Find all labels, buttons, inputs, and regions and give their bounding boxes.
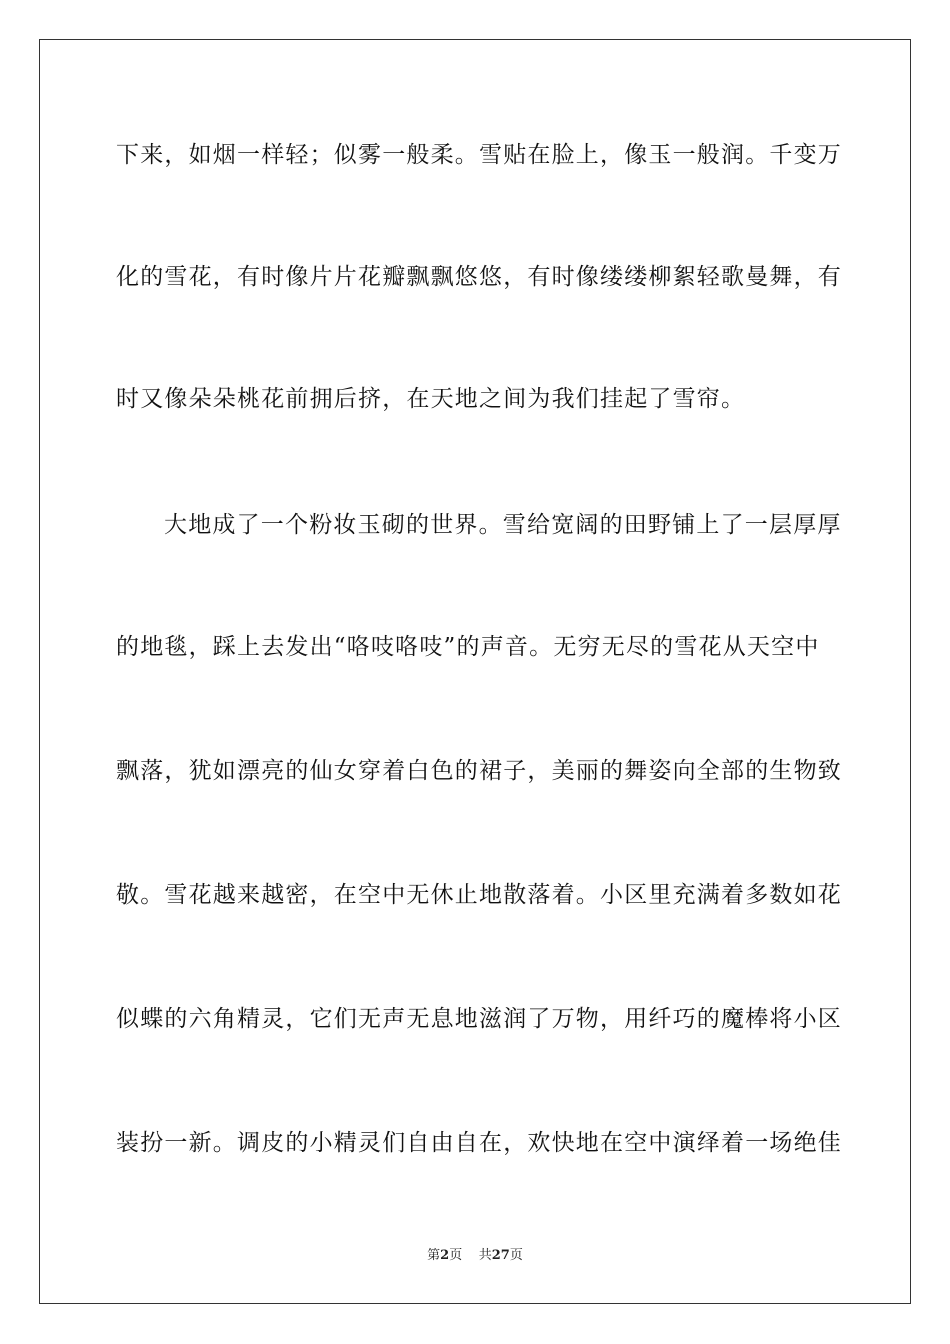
paragraph-line-7: 敬。雪花越来越密，在空中无休止地散落着。小区里充满着多数如花 <box>116 882 842 908</box>
footer-total-suffix: 页 <box>509 1248 523 1263</box>
page-footer <box>0 1247 950 1265</box>
paragraph-line-8: 似蝶的六角精灵，它们无声无息地滋润了万物，用纤巧的魔棒将小区 <box>116 1006 842 1032</box>
footer-page-suffix: 页 <box>449 1248 463 1263</box>
page-border <box>39 39 911 1304</box>
paragraph-line-4: 大地成了一个粉妆玉砌的世界。雪给宽阔的田野铺上了一层厚厚 <box>164 512 842 538</box>
paragraph-line-3: 时又像朵朵桃花前拥后挤，在天地之间为我们挂起了雪帘。 <box>116 386 746 412</box>
paragraph-line-2: 化的雪花，有时像片片花瓣飘飘悠悠，有时像缕缕柳絮轻歌曼舞，有 <box>116 264 842 290</box>
footer-page-number: 2 <box>440 1248 450 1263</box>
footer-total-pages: 27 <box>491 1248 510 1263</box>
paragraph-line-1: 下来，如烟一样轻；似雾一般柔。雪贴在脸上，像玉一般润。千变万 <box>116 142 842 168</box>
footer-page-prefix: 第 <box>427 1248 441 1263</box>
paragraph-line-6: 飘落，犹如漂亮的仙女穿着白色的裙子，美丽的舞姿向全部的生物致 <box>116 758 842 784</box>
paragraph-line-9: 装扮一新。调皮的小精灵们自由自在，欢快地在空中演绎着一场绝佳 <box>116 1130 842 1156</box>
paragraph-line-5: 的地毯，踩上去发出“咯吱咯吱”的声音。无穷无尽的雪花从天空中 <box>116 634 820 660</box>
footer-total-prefix: 共 <box>478 1248 492 1263</box>
